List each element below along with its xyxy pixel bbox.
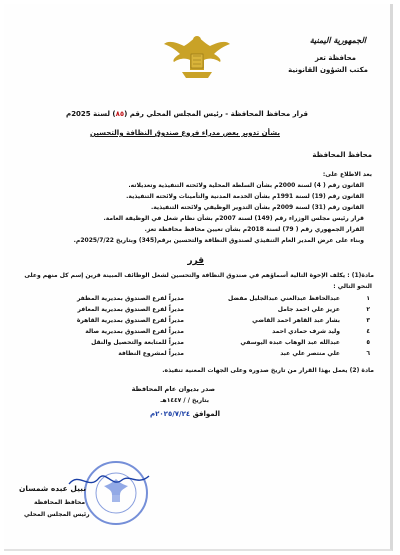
governorate-label: محافظة تعز <box>314 54 356 62</box>
date-hijri: بتاريخ / / ١٤٤٧هـ <box>160 397 209 404</box>
governor-line: محافظ المحافظة <box>312 151 372 159</box>
assignment-name: عبدالله عبد الوهاب عبده اليوسفي <box>240 339 340 346</box>
signatory-title: محافظ المحافظة <box>34 499 86 506</box>
assignment-role: مديراً لفرع الصندوق بمديرية المظفر <box>76 295 184 302</box>
decree-subject: بشأن تدوير بعض مدراء فروع صندوق النظافة والتحسين <box>89 129 280 137</box>
issued-line: صدر بديوان عام المحافظة <box>131 385 215 393</box>
assignment-number: ٤ <box>366 328 370 335</box>
yemen-eagle-emblem <box>162 30 232 82</box>
reference-item: القانون رقم (19) لسنة 1991م بشأن الخدمة المدنية والتأمينات ولائحته التنفيذية. <box>126 193 364 200</box>
article-2: مادة (2) يعمل بهذا القرار من تاريخ صدوره وعلى الجهات المعنية تنفيذه. <box>162 367 374 374</box>
signatory-title: رئيس المجلس المحلي <box>24 511 90 518</box>
assignment-name: وليد شرف حمادي احمد <box>272 328 340 335</box>
assignment-role: مديراً لفرع الصندوق بمديرية المعافر <box>77 306 184 313</box>
assignment-number: ٦ <box>366 350 370 357</box>
reference-item: القانون رقم (31) لسنة 2009م بشأن التدوير الوظيفي ولائحته التنفيذية. <box>150 204 364 211</box>
republic-label: الجمهورية اليمنية <box>309 36 366 45</box>
reference-item: قرار رئيس مجلس الوزراء رقم (149) لسنة 2007م بشأن نظام شغل في الوظيفة العامة. <box>103 215 364 222</box>
assignment-number: ١ <box>366 295 370 302</box>
assignment-name: عبدالحافظ عبدالغني عبدالجليل مفضل <box>228 295 340 302</box>
decides-heading: قرر <box>187 256 204 266</box>
reference-item: القرار الجمهوري رقم ( 79) لسنة 2018م بشأن تعيين محافظ محافظة تعز. <box>144 226 364 233</box>
signatory-name: نبيل عبده شمسان <box>19 484 87 493</box>
assignment-role: مديراً لفرع الصندوق بمديرية القاهرة <box>76 317 184 324</box>
article-1-continued: النحو التالي : <box>333 283 372 290</box>
reference-item: وبناء على عرض المدير العام التنفيذي لصندوق النظافة والتحسين برقم(345) وبتاريخ 2025/7/22م. <box>73 237 364 244</box>
office-label: مكتب الشؤون القانونية <box>288 66 368 74</box>
assignment-role: مديراً لمشروع النظافة <box>118 350 184 357</box>
decree-title: قرار محافظ المحافظة - رئيس المجلس المحلي رقم (٨٥) لسنة 2025م <box>66 110 308 118</box>
date-gregorian: الموافق ٢٠٢٥/٧/٢٤م <box>149 410 220 418</box>
assignment-number: ٣ <box>366 317 370 324</box>
review-heading: بعد الاطلاع على: <box>322 171 372 178</box>
reference-item: القانون رقم ( 4) لسنة 2000م بشأن السلطة المحلية ولائحته التنفيذية وتعديلاته. <box>128 182 364 189</box>
assignment-role: مديراً لفرع الصندوق بمديرية صالة <box>85 328 184 335</box>
article-1: مادة(1) : يكلف الإخوة التالية أسماؤهم في صندوق النظافة والتحسين لشغل الوظائف المبينة قرين إسم كل منهم وعلى <box>24 272 374 279</box>
assignment-role: مديراً للمتابعة والتحصيل والنقل <box>91 339 184 346</box>
assignment-name: علي منتصر علي عبد <box>280 350 340 357</box>
assignment-name: بشار عبد القاهر احمد القاضي <box>252 317 340 324</box>
document-page <box>4 4 393 551</box>
assignment-number: ٥ <box>366 339 370 346</box>
assignment-name: عزيز علي احمد جامل <box>277 306 340 313</box>
assignment-number: ٢ <box>366 306 370 313</box>
